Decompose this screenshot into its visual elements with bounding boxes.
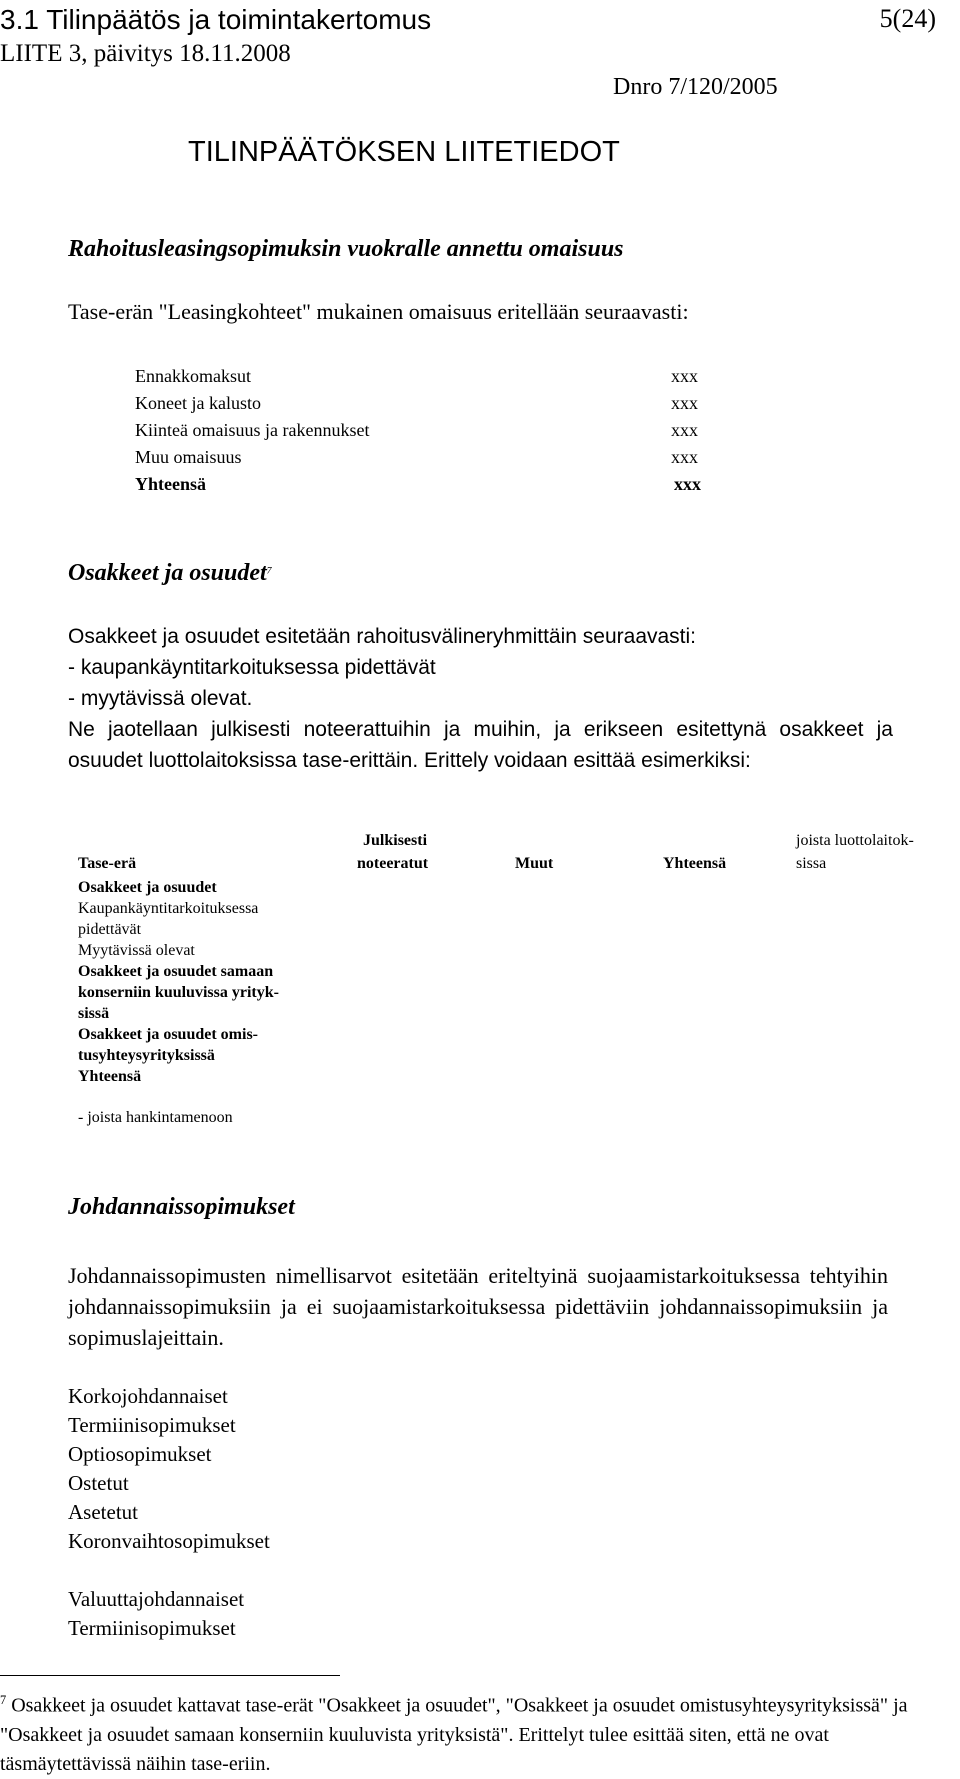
leasing-intro: Tase-erän "Leasingkohteet" mukainen omaisuus eritellään seuraavasti:: [68, 299, 689, 324]
leasing-row-value: xxx: [671, 420, 698, 440]
col-header-tase: Tase-erä: [78, 855, 137, 872]
shares-line-3: - myytävissä olevat.: [68, 687, 253, 710]
footnote-ref: 7: [266, 565, 272, 577]
header-title: 3.1 Tilinpäätös ja toimintakertomus: [0, 4, 432, 35]
table-row: tusyhteysyrityksissä: [78, 1047, 215, 1064]
list-item: Korkojohdannaiset: [68, 1384, 228, 1408]
header-subtitle: LIITE 3, päivitys 18.11.2008: [0, 40, 291, 67]
list-item: Termiinisopimukset: [68, 1616, 236, 1640]
col-header-joista: joista luottolaitok-: [796, 832, 914, 849]
shares-paragraph: Ne jaotellaan julkisesti noteerattuihin ja muihin, ja erikseen esitettynä osakkeet ja osuudet luottolaitoksissa tase-erittäin. Erittely voidaan esittää esimerkiksi:: [68, 718, 893, 772]
footnote-text: Osakkeet ja osuudet kattavat tase-erät "Osakkeet ja osuudet", "Osakkeet ja osuudet omistusyhteysyrityksissä" ja "Osakkeet ja osuudet samaan konserniin kuuluvista yrityksistä". Erittelyt tulee esittää siten, että ne ovat täsmäytettävissä näihin tase-eriin.: [0, 1694, 908, 1775]
table-row: Osakkeet ja osuudet: [78, 879, 217, 896]
leasing-total-label: Yhteensä: [135, 474, 206, 494]
document-title: TILINPÄÄTÖKSEN LIITETIEDOT: [188, 136, 620, 168]
derivatives-heading: Johdannaissopimukset: [68, 1194, 295, 1220]
list-item: Koronvaihtosopimukset: [68, 1529, 270, 1553]
leasing-row-value: xxx: [671, 366, 698, 386]
footnote-divider: [0, 1675, 340, 1676]
leasing-heading: Rahoitusleasingsopimuksin vuokralle annettu omaisuus: [68, 236, 624, 262]
list-item: Termiinisopimukset: [68, 1413, 236, 1437]
shares-heading: Osakkeet ja osuudet: [68, 560, 267, 586]
list-item: Valuuttajohdannaiset: [68, 1587, 245, 1611]
footnote: [0, 1686, 930, 1779]
table-row: Osakkeet ja osuudet omis-: [78, 1026, 259, 1043]
col-header-noteeratut: noteeratut: [357, 855, 429, 872]
shares-line-2: - kaupankäyntitarkoituksessa pidettävät: [68, 656, 436, 679]
col-header-yhteensa: Yhteensä: [663, 855, 727, 872]
leasing-row-value: xxx: [671, 447, 698, 467]
table-row: Osakkeet ja osuudet samaan: [78, 963, 274, 980]
footnote-number: 7: [0, 1693, 7, 1707]
shares-heading-wrap: [68, 560, 272, 587]
table-row: sissä: [78, 1005, 110, 1022]
leasing-row-label: Muu omaisuus: [135, 447, 242, 467]
list-item: Ostetut: [68, 1471, 129, 1495]
col-header-julkisesti: Julkisesti: [363, 832, 428, 849]
table-row: konserniin kuuluvissa yrityk-: [78, 984, 279, 1001]
leasing-row-value: xxx: [671, 393, 698, 413]
table-row: Myytävissä olevat: [78, 942, 195, 959]
table-row: pidettävät: [78, 921, 142, 938]
document-number: Dnro 7/120/2005: [613, 74, 778, 100]
shares-line-1: Osakkeet ja osuudet esitetään rahoitusvälineryhmittäin seuraavasti:: [68, 625, 697, 648]
leasing-row-label: Ennakkomaksut: [135, 366, 251, 386]
list-item: Asetetut: [68, 1500, 138, 1524]
leasing-row-label: Koneet ja kalusto: [135, 393, 261, 413]
leasing-row-label: Kiinteä omaisuus ja rakennukset: [135, 420, 370, 440]
table-row: - joista hankintamenoon: [78, 1109, 233, 1126]
page-number: 5(24): [879, 4, 936, 33]
table-row: Kaupankäyntitarkoituksessa: [78, 900, 259, 917]
table-row: Yhteensä: [78, 1068, 142, 1085]
list-item: Optiosopimukset: [68, 1442, 212, 1466]
derivatives-paragraph: Johdannaissopimusten nimellisarvot esitetään eriteltyinä suojaamistarkoituksessa tehtyihin johdannaissopimuksiin ja ei suojaamistarkoituksessa pidettäviin johdannaissopimuksiin ja sopimuslajeittain.: [68, 1263, 888, 1350]
leasing-total-value: xxx: [674, 474, 701, 494]
col-header-sissa: sissa: [796, 855, 827, 872]
col-header-muut: Muut: [515, 855, 554, 872]
